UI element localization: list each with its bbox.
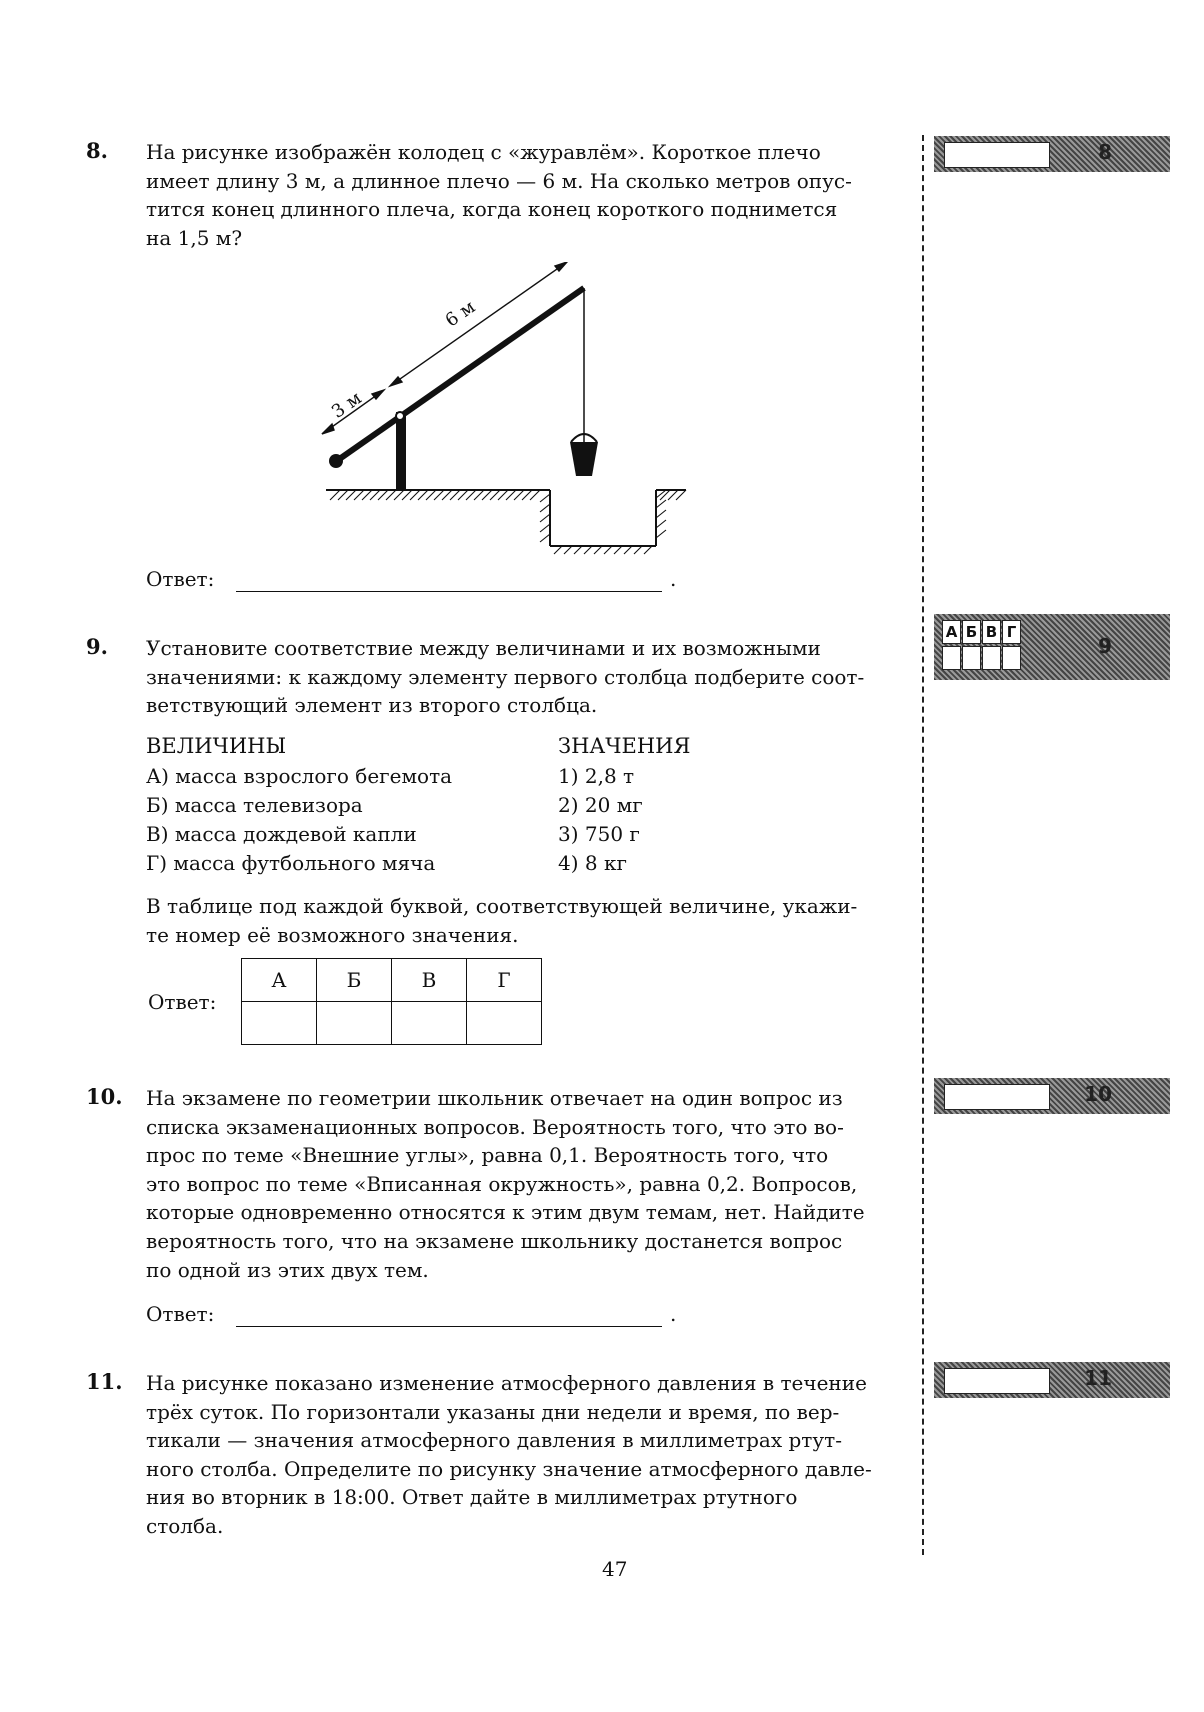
question-10-text: [146, 1084, 912, 1284]
q8-answer-label: Ответ:: [146, 567, 215, 591]
q10-line: по одной из этих двух тем.: [146, 1257, 429, 1282]
ground-hatch: [326, 490, 686, 554]
answer-stamp-8: [934, 136, 1170, 172]
stamp-number: 9: [1098, 634, 1112, 658]
answer-cell[interactable]: [317, 1002, 392, 1045]
value-item: 3) 750 г: [558, 822, 640, 846]
well-sweep-figure: [320, 262, 700, 562]
q10-answer-label: Ответ:: [146, 1302, 215, 1326]
col-left-head: ВЕЛИЧИНЫ: [146, 734, 287, 758]
q9-line: Установите соответствие между величинами и их возможными: [146, 636, 821, 660]
q10-line: На экзамене по геометрии школьник отвечает на один вопрос из: [146, 1086, 843, 1110]
stamp-cell[interactable]: [962, 646, 981, 670]
answer-box[interactable]: [944, 1084, 1050, 1110]
stamp-number: 11: [1084, 1366, 1112, 1390]
stamp-number: 10: [1084, 1082, 1112, 1106]
q8-answer-line[interactable]: [236, 591, 662, 592]
question-8-text: [146, 138, 912, 252]
answer-cell[interactable]: [242, 1002, 317, 1045]
q11-line: тикали — значения атмосферного давления в миллиметрах ртут-: [146, 1428, 842, 1453]
q8-line: На рисунке изображён колодец с «журавлём». Короткое плечо: [146, 140, 821, 164]
table-header: Г: [467, 959, 542, 1002]
value-item: 4) 8 кг: [558, 851, 627, 875]
quantity-item: В) масса дождевой капли: [146, 822, 417, 846]
q10-answer-end: .: [670, 1302, 677, 1326]
q10-line: списка экзаменационных вопросов. Вероятность того, что это во-: [146, 1114, 844, 1139]
stamp-letter: В: [982, 620, 1001, 644]
question-9-text: [146, 634, 912, 720]
stamp-letter: Г: [1002, 620, 1021, 644]
question-11-number: 11.: [86, 1369, 123, 1394]
stamp-cell[interactable]: [1002, 646, 1021, 670]
quantity-item: Б) масса телевизора: [146, 793, 363, 817]
table-header: Б: [317, 959, 392, 1002]
q11-line: столба.: [146, 1513, 224, 1538]
value-item: 1) 2,8 т: [558, 764, 635, 788]
question-9-number: 9.: [86, 634, 108, 659]
answer-cell[interactable]: [392, 1002, 467, 1045]
answer-box[interactable]: [944, 1368, 1050, 1394]
page-number: 47: [602, 1557, 628, 1581]
answer-box[interactable]: [944, 142, 1050, 168]
q10-answer-line[interactable]: [236, 1326, 662, 1327]
quantity-item: Г) масса футбольного мяча: [146, 851, 436, 875]
stamp-cell[interactable]: [942, 646, 961, 670]
q9-answer-label: Ответ:: [148, 990, 217, 1014]
q9-line: ветствующий элемент из второго столбца.: [146, 693, 598, 718]
counterweight: [329, 454, 343, 468]
answer-cell[interactable]: [467, 1002, 542, 1045]
q10-line: это вопрос по теме «Вписанная окружность», равна 0,2. Вопросов,: [146, 1171, 858, 1196]
question-10-number: 10.: [86, 1084, 123, 1109]
quantity-item: А) масса взрослого бегемота: [146, 764, 453, 788]
answer-stamp-11: [934, 1362, 1170, 1398]
table-header: В: [392, 959, 467, 1002]
q8-line: тится конец длинного плеча, когда конец короткого поднимется: [146, 197, 838, 222]
stamp-letters: [942, 620, 1022, 644]
sweep-pivot: [396, 412, 404, 420]
bucket: [570, 442, 598, 476]
q10-line: прос по теме «Внешние углы», равна 0,1. Вероятность того, что: [146, 1143, 829, 1168]
answer-stamp-10: [934, 1078, 1170, 1114]
q8-answer-end: .: [670, 567, 677, 591]
q9-answer-table: [241, 958, 542, 1045]
short-arm-label: 3 м: [327, 387, 366, 423]
q11-line: На рисунке показано изменение атмосферного давления в течение: [146, 1371, 867, 1395]
q9-instruction-line: те номер её возможного значения.: [146, 922, 519, 947]
question-8-number: 8.: [86, 138, 108, 163]
q9-line: значениями: к каждому элементу первого столбца подберите соот-: [146, 664, 865, 689]
cut-line: [922, 135, 924, 1555]
q9-instruction: [146, 892, 912, 949]
q8-line: на 1,5 м?: [146, 225, 243, 250]
col-right-head: ЗНАЧЕНИЯ: [558, 734, 691, 758]
q10-line: вероятность того, что на экзамене школьнику достанется вопрос: [146, 1228, 843, 1253]
table-header: А: [242, 959, 317, 1002]
q11-line: трёх суток. По горизонтали указаны дни недели и время, по вер-: [146, 1399, 840, 1424]
answer-stamp-9: [934, 614, 1170, 680]
stamp-number: 8: [1098, 140, 1112, 164]
q9-instruction-line: В таблице под каждой буквой, соответствующей величине, укажи-: [146, 894, 858, 918]
q8-line: имеет длину 3 м, а длинное плечо — 6 м. На сколько метров опус-: [146, 168, 852, 193]
stamp-letter: А: [942, 620, 961, 644]
sweep-post: [396, 412, 406, 490]
q11-line: ния во вторник в 18:00. Ответ дайте в миллиметрах ртутного: [146, 1485, 798, 1510]
question-11-text: [146, 1369, 912, 1541]
stamp-answer-cells[interactable]: [942, 646, 1022, 670]
long-arm-label: 6 м: [441, 296, 480, 332]
q11-line: ного столба. Определите по рисунку значение атмосферного давле-: [146, 1456, 872, 1481]
q10-line: которые одновременно относятся к этим двум темам, нет. Найдите: [146, 1200, 865, 1225]
stamp-cell[interactable]: [982, 646, 1001, 670]
value-item: 2) 20 мг: [558, 793, 643, 817]
stamp-letter: Б: [962, 620, 981, 644]
